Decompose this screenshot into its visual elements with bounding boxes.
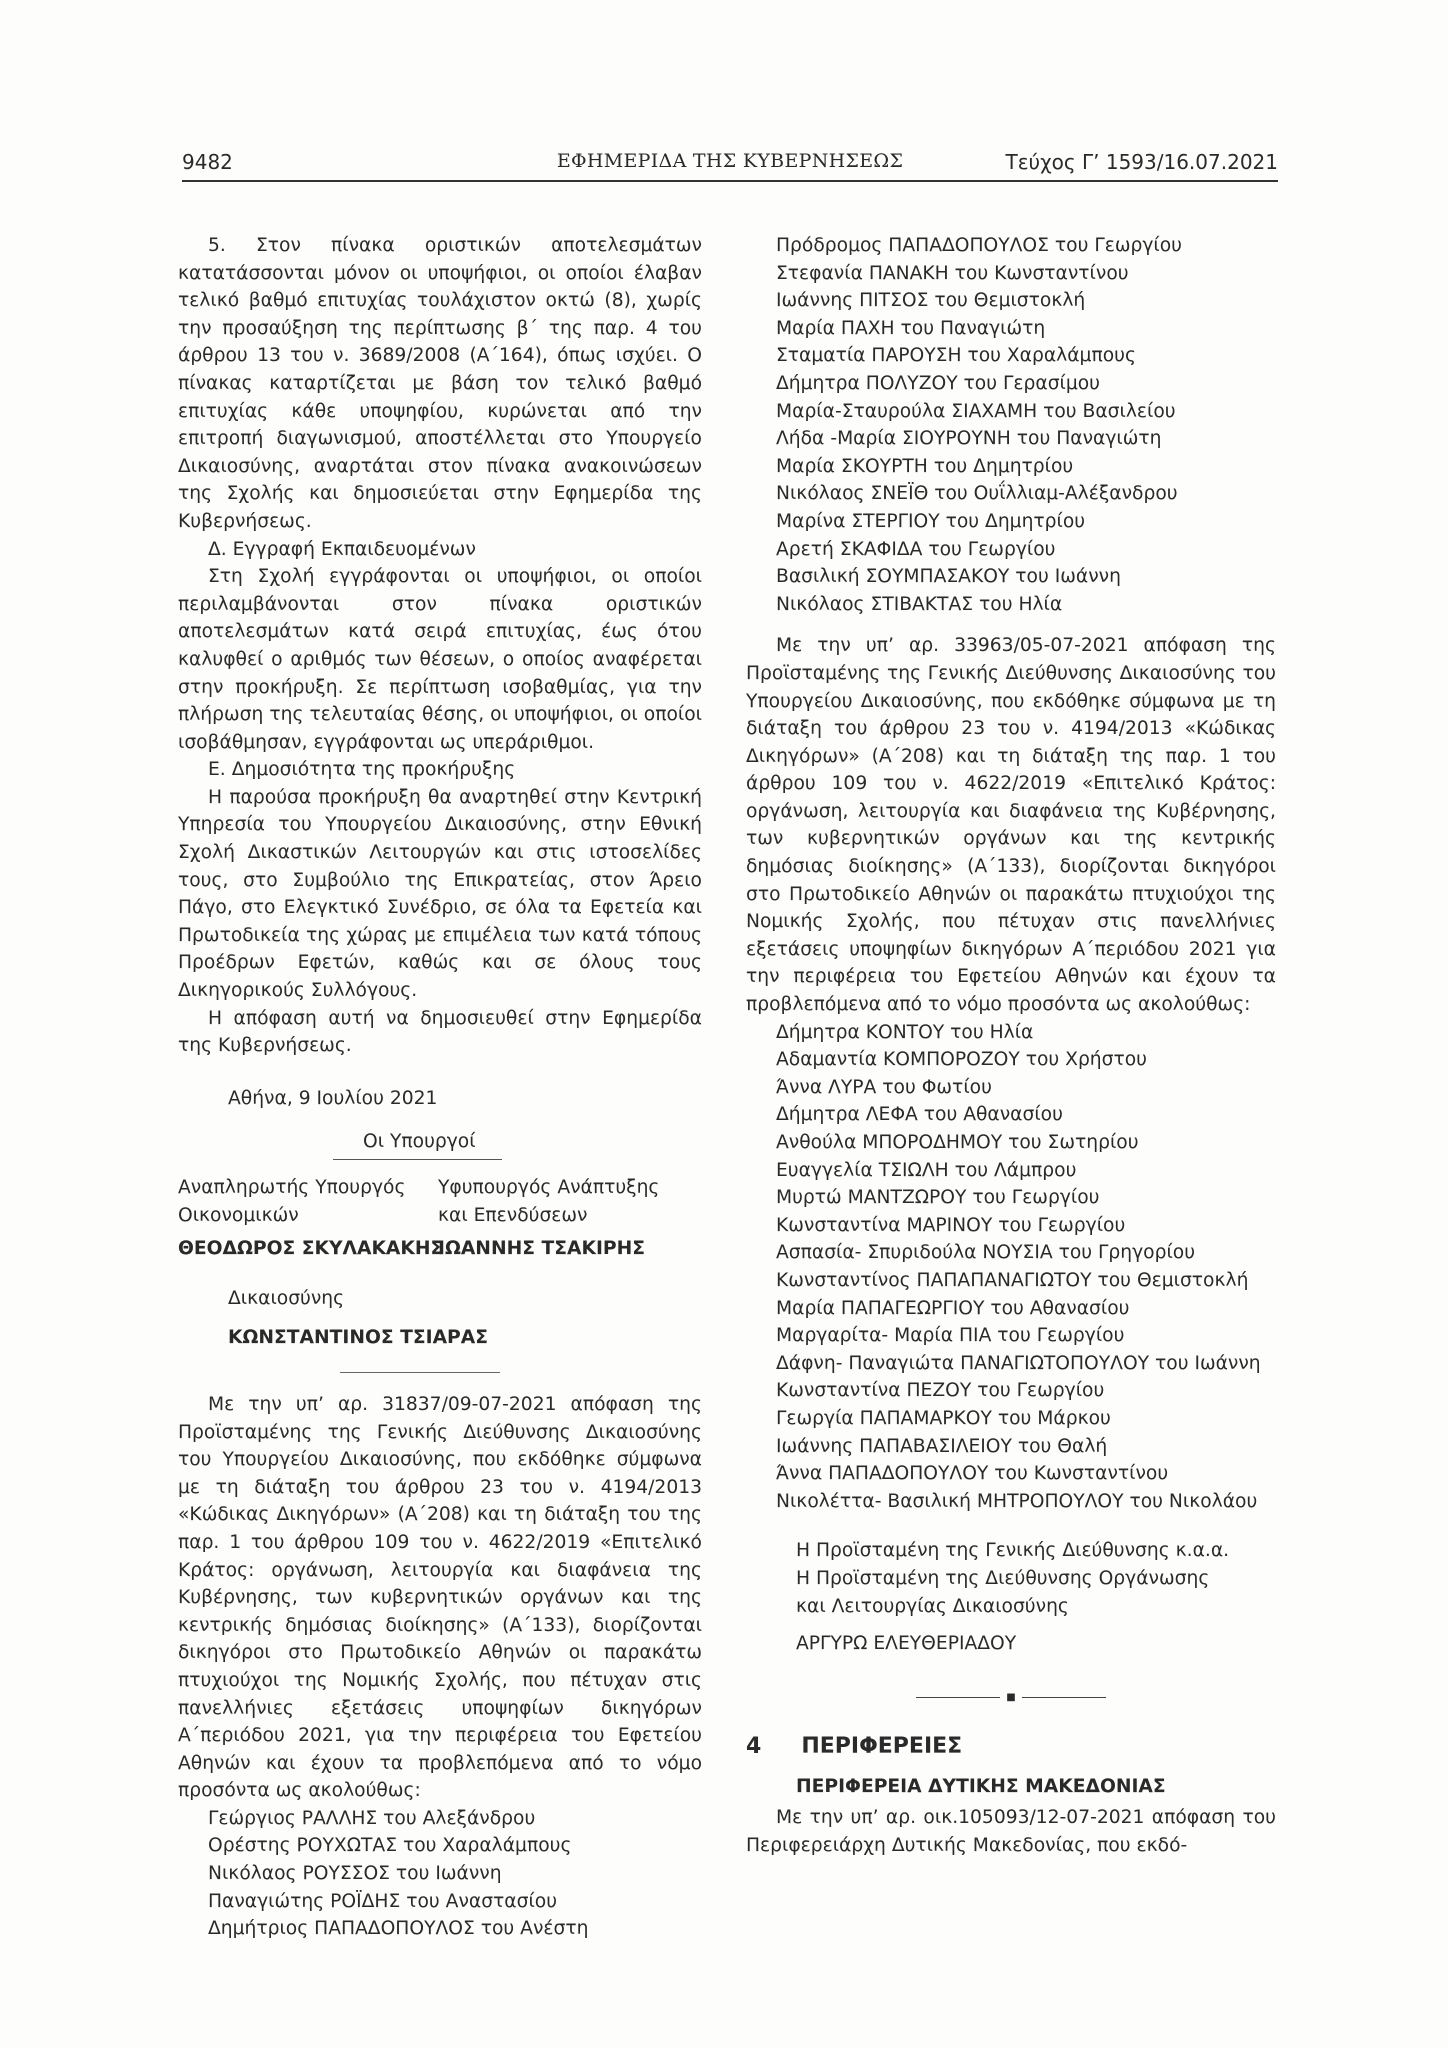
- list-item: Νικολέττα- Βασιλική ΜΗΤΡΟΠΟΥΛΟΥ του Νικολάου: [776, 1490, 1258, 1512]
- list-item: Αδαμαντία ΚΟΜΠΟΡΟΖΟΥ του Χρήστου: [776, 1049, 1147, 1071]
- list-item: Παναγιώτης ΡΟΪΔΗΣ του Αναστασίου: [208, 1890, 558, 1912]
- list-item: Νικόλαος ΣΤΙΒΑΚΤΑΣ του Ηλία: [776, 593, 1063, 615]
- signer-name: ΑΡΓΥΡΩ ΕΛΕΥΘΕΡΙΑΔΟΥ: [796, 1633, 1017, 1655]
- list-item: Γεώργιος ΡΑΛΛΗΣ του Αλεξάνδρου: [208, 1807, 536, 1829]
- list-item: Νικόλαος ΣΝΕΪΘ του Ουΐλλιαμ-Αλέξανδρου: [776, 483, 1178, 505]
- separator-square-icon: ■: [1006, 1691, 1016, 1703]
- page-number: 9482: [182, 150, 233, 174]
- decision-paragraph-2: Με την υπ’ αρ. 33963/05-07-2021 απόφαση της Προϊσταμένης της Γενικής Διεύθυνσης Δικαιοσύνης του Υπουργείου Δικαιοσύνης, που εκδόθηκε σύμφωνα με τη διάταξη του άρθρου 23 του ν. 4194/2013 «Κώδικας Δικηγόρων» (Α΄208) και τη διάταξη της παρ. 1 του άρθρου 109 του ν. 4622/2019 «Επιτελικό Κράτος: οργάνωση, λειτουργία και διαφάνεια της Κυβέρνησης, των κυβερνητικών οργάνων και της κεντρικής δημόσιας διοίκησης» (Α΄133), διορίζονται δικηγόροι στο Πρωτοδικείο Αθηνών οι παρακάτω πτυχιούχοι της Νομικής Σχολής, που πέτυχαν στις πανελλήνιες εξετάσεις υποψηφίων δικηγόρων Α΄περιόδου 2021 για την περιφέρεια του Εφετείου Αθηνών και έχουν τα προβλεπόμενα από το νόμο προσόντα ως ακολούθως:: [746, 635, 1276, 1016]
- section-heading: [746, 1733, 1276, 1761]
- appointee-list-1-continued: [746, 232, 1276, 618]
- signer-title-line3: και Λειτουργίας Δικαιοσύνης: [796, 1595, 1069, 1617]
- list-item: Κωνσταντίνος ΠΑΠΑΠΑΝΑΓΙΩΤΟΥ του Θεμιστοκλή: [776, 1269, 1249, 1291]
- list-item: Δάφνη- Παναγιώτα ΠΑΝΑΓΙΩΤΟΠΟΥΛΟΥ του Ιωάννη: [776, 1352, 1261, 1374]
- list-item: Ιωάννης ΠΑΠΑΒΑΣΙΛΕΙΟΥ του Θαλή: [776, 1435, 1108, 1457]
- appointee-list-2: [746, 1019, 1276, 1516]
- list-item: Κωνσταντίνα ΜΑΡΙΝΟΥ του Γεωργίου: [776, 1214, 1126, 1236]
- list-item: Άννα ΛΥΡΑ του Φωτίου: [776, 1076, 992, 1098]
- signer2-role-line1: Υφυπουργός Ανάπτυξης: [438, 1177, 660, 1198]
- sub-heading: ΠΕΡΙΦΕΡΕΙΑ ΔΥΤΙΚΗΣ ΜΑΚΕΔΟΝΙΑΣ: [796, 1775, 1166, 1797]
- list-item: Σταματία ΠΑΡΟΥΣΗ του Χαραλάμπους: [776, 345, 1136, 367]
- list-item: Μαργαρίτα- Μαρία ΠΙΑ του Γεωργίου: [776, 1325, 1125, 1347]
- list-item: Μαρία ΠΑΠΑΓΕΩΡΓΙΟΥ του Αθανασίου: [776, 1297, 1130, 1319]
- signer1-role-line2: Οικονομικών: [178, 1204, 299, 1226]
- list-item: Κωνσταντίνα ΠΕΖΟΥ του Γεωργίου: [776, 1380, 1105, 1402]
- final-paragraph: Με την υπ’ αρ. οικ.105093/12-07-2021 απόφαση του Περιφερειάρχη Δυτικής Μακεδονίας, που εκδό-: [746, 1807, 1276, 1857]
- list-item: Μυρτώ ΜΑΝΤΖΩΡΟΥ του Γεωργίου: [776, 1187, 1100, 1209]
- left-column: [178, 232, 702, 1943]
- signing-date: Αθήνα, 9 Ιουλίου 2021: [228, 1087, 438, 1109]
- list-item: Γεωργία ΠΑΠΑΜΑΡΚΟΥ του Μάρκου: [776, 1407, 1111, 1429]
- signer-title-line2: Η Προϊσταμένη της Διεύθυνσης Οργάνωσης: [796, 1567, 1210, 1589]
- section-title: ΠΕΡΙΦΕΡΕΙΕΣ: [801, 1734, 963, 1760]
- appointee-list-1: [178, 1805, 702, 1943]
- issue-number: Τεύχος Γ’ 1593/16.07.2021: [1005, 150, 1278, 174]
- section-number: 4: [746, 1734, 762, 1760]
- right-column: [746, 232, 1276, 1860]
- list-item: Νικόλαος ΡΟΥΣΣΟΣ του Ιωάννη: [208, 1863, 502, 1885]
- list-item: Δήμητρα ΠΟΛΥΖΟΥ του Γερασίμου: [776, 372, 1100, 394]
- signatures: [178, 1174, 702, 1263]
- separator-line-left: [916, 1697, 1000, 1698]
- list-item: Ορέστης ΡΟΥΧΩΤΑΣ του Χαραλάμπους: [208, 1835, 572, 1857]
- list-item: Δήμητρα ΛΕΦΑ του Αθανασίου: [776, 1104, 1063, 1126]
- signer3-name: ΚΩΝΣΤΑΝΤΙΝΟΣ ΤΣΙΑΡΑΣ: [228, 1327, 488, 1349]
- section-heading-d: Δ. Εγγραφή Εκπαιδευομένων: [208, 538, 476, 560]
- list-item: Ασπασία- Σπυριδούλα ΝΟΥΣΙΑ του Γρηγορίου: [776, 1242, 1196, 1264]
- list-item: Μαρία ΠΑΧΗ του Παναγιώτη: [776, 317, 1046, 339]
- section-heading-e: Ε. Δημοσιότητα της προκήρυξης: [208, 759, 516, 781]
- list-item: Αρετή ΣΚΑΦΙΔΑ του Γεωργίου: [776, 538, 1056, 560]
- signer-title-line1: Η Προϊσταμένη της Γενικής Διεύθυνσης κ.α.α.: [796, 1540, 1230, 1562]
- list-item: Ευαγγελία ΤΣΙΩΛΗ του Λάμπρου: [776, 1159, 1077, 1181]
- list-item: Βασιλική ΣΟΥΜΠΑΣΑΚΟΥ του Ιωάννη: [776, 566, 1121, 588]
- signer2-name: ΙΩΑΝΝΗΣ ΤΣΑΚΙΡΗΣ: [438, 1238, 646, 1260]
- separator-line-right: [1022, 1697, 1106, 1698]
- signer1-name: ΘΕΟΔΩΡΟΣ ΣΚΥΛΑΚΑΚΗΣ: [178, 1238, 444, 1260]
- list-item: Δημήτριος ΠΑΠΑΔΟΠΟΥΛΟΣ του Ανέστη: [208, 1918, 589, 1940]
- decorative-separator: [746, 1684, 1276, 1712]
- signer1-role-line1: Αναπληρωτής Υπουργός: [178, 1177, 406, 1198]
- list-item: Ανθούλα ΜΠΟΡΟΔΗΜΟΥ του Σωτηρίου: [776, 1132, 1139, 1153]
- list-item: Μαρία ΣΚΟΥΡΤΗ του Δημητρίου: [776, 455, 1074, 477]
- list-item: Ιωάννης ΠΙΤΣΟΣ του Θεμιστοκλή: [776, 290, 1086, 312]
- list-item: Μαρία-Σταυρούλα ΣΙΑΧΑΜΗ του Βασιλείου: [776, 400, 1176, 422]
- signer2-role-line2: και Επενδύσεων: [438, 1204, 588, 1226]
- decision-paragraph-1: Με την υπ’ αρ. 31837/09-07-2021 απόφαση της Προϊσταμένης της Γενικής Διεύθυνσης Δικαιοσύνης του Υπουργείου Δικαιοσύνης, που εκδόθηκε σύμφωνα με τη διάταξη του άρθρου 23 του ν. 4194/2013 «Κώδικας Δικηγόρων» (Α΄208) και τη διάταξη του της παρ. 1 του άρθρου 109 του ν. 4622/2019 «Επιτελικό Κράτος: οργάνωση, λειτουργία και διαφάνεια της Κυβέρνησης, των κυβερνητικών οργάνων και της κεντρικής δημόσιας διοίκησης» (Α΄133), διορίζονται δικηγόροι στο Πρωτοδικείο Αθηνών οι παρακάτω πτυχιούχοι της Νομικής Σχολής, που πέτυχαν στις πανελλήνιες εξετάσεις υποψηφίων δικηγόρων Α΄περιόδου 2021, για την περιφέρεια του Εφετείου Αθηνών και έχουν τα προβλεπόμενα από το νόμο προσόντα ως ακολούθως:: [178, 1393, 702, 1802]
- list-item: Δήμητρα ΚΟΝΤΟΥ του Ηλία: [776, 1021, 1034, 1043]
- list-item: Άννα ΠΑΠΑΔΟΠΟΥΛΟΥ του Κωνσταντίνου: [776, 1463, 1169, 1485]
- list-item: Πρόδρομος ΠΑΠΑΔΟΠΟΥΛΟΣ του Γεωργίου: [776, 235, 1182, 256]
- ministers-heading: Οι Υπουργοί: [333, 1128, 502, 1160]
- signature-block: [796, 1537, 1276, 1657]
- header-rule: [182, 180, 1278, 182]
- paragraph-e: Η παρούσα προκήρυξη θα αναρτηθεί στην Κεντρική Υπηρεσία του Υπουργείου Δικαιοσύνης, στην Εθνική Σχολή Δικαστικών Λειτουργών και στις ιστοσελίδες τους, στο Συμβούλιο της Επικρατείας, στον Άρειο Πάγο, στο Ελεγκτικό Συνέδριο, σε όλα τα Εφετεία και Πρωτοδικεία της χώρας με επιμέλεια των κατά τόπους Προέδρων Εφετών, καθώς και σε όλους τους Δικηγορικούς Συλλόγους.: [178, 786, 702, 1002]
- separator-line: [340, 1372, 500, 1373]
- paragraph-d: Στη Σχολή εγγράφονται οι υποψήφιοι, οι οποίοι περιλαμβάνονται στον πίνακα οριστικών αποτελεσμάτων κατά σειρά επιτυχίας, έως ότου καλυφθεί ο αριθμός των θέσεων, ο οποίος αναφέρεται στην προκήρυξη. Σε περίπτωση ισοβαθμίας, για την πλήρωση της τελευταίας θέσης, οι υποψήφιοι, οι οποίοι ισοβάθμησαν, εγγράφονται ως υπεράριθμοι.: [178, 566, 702, 753]
- list-item: Στεφανία ΠΑΝΑΚΗ του Κωνσταντίνου: [776, 262, 1129, 284]
- publication-paragraph: Η απόφαση αυτή να δημοσιευθεί στην Εφημερίδα της Κυβερνήσεως.: [178, 1007, 702, 1057]
- paragraph-5: 5. Στον πίνακα οριστικών αποτελεσμάτων κατατάσσονται μόνον οι υποψήφιοι, οι οποίοι έλαβαν τελικό βαθμό επιτυχίας τουλάχιστον οκτώ (8), χωρίς την προσαύξηση της περίπτωσης β΄ της παρ. 4 του άρθρου 13 του ν. 3689/2008 (Α΄164), όπως ισχύει. Ο πίνακας καταρτίζεται με βάση τον τελικό βαθμό επιτυχίας κάθε υποψηφίου, κυρώνεται από την επιτροπή διαγωνισμού, αποστέλλεται στο Υπουργείο Δικαιοσύνης, αναρτάται στον πίνακα ανακοινώσεων της Σχολής και δημοσιεύεται στην Εφημερίδα της Κυβερνήσεως.: [178, 235, 702, 532]
- gazette-title: ΕΦΗΜΕΡΙΔΑ ΤΗΣ ΚΥΒΕΡΝΗΣΕΩΣ: [556, 150, 904, 172]
- list-item: Λήδα -Μαρία ΣΙΟΥΡΟΥΝΗ του Παναγιώτη: [776, 428, 1162, 450]
- signer3-role: Δικαιοσύνης: [228, 1287, 345, 1309]
- list-item: Μαρίνα ΣΤΕΡΓΙΟΥ του Δημητρίου: [776, 510, 1086, 532]
